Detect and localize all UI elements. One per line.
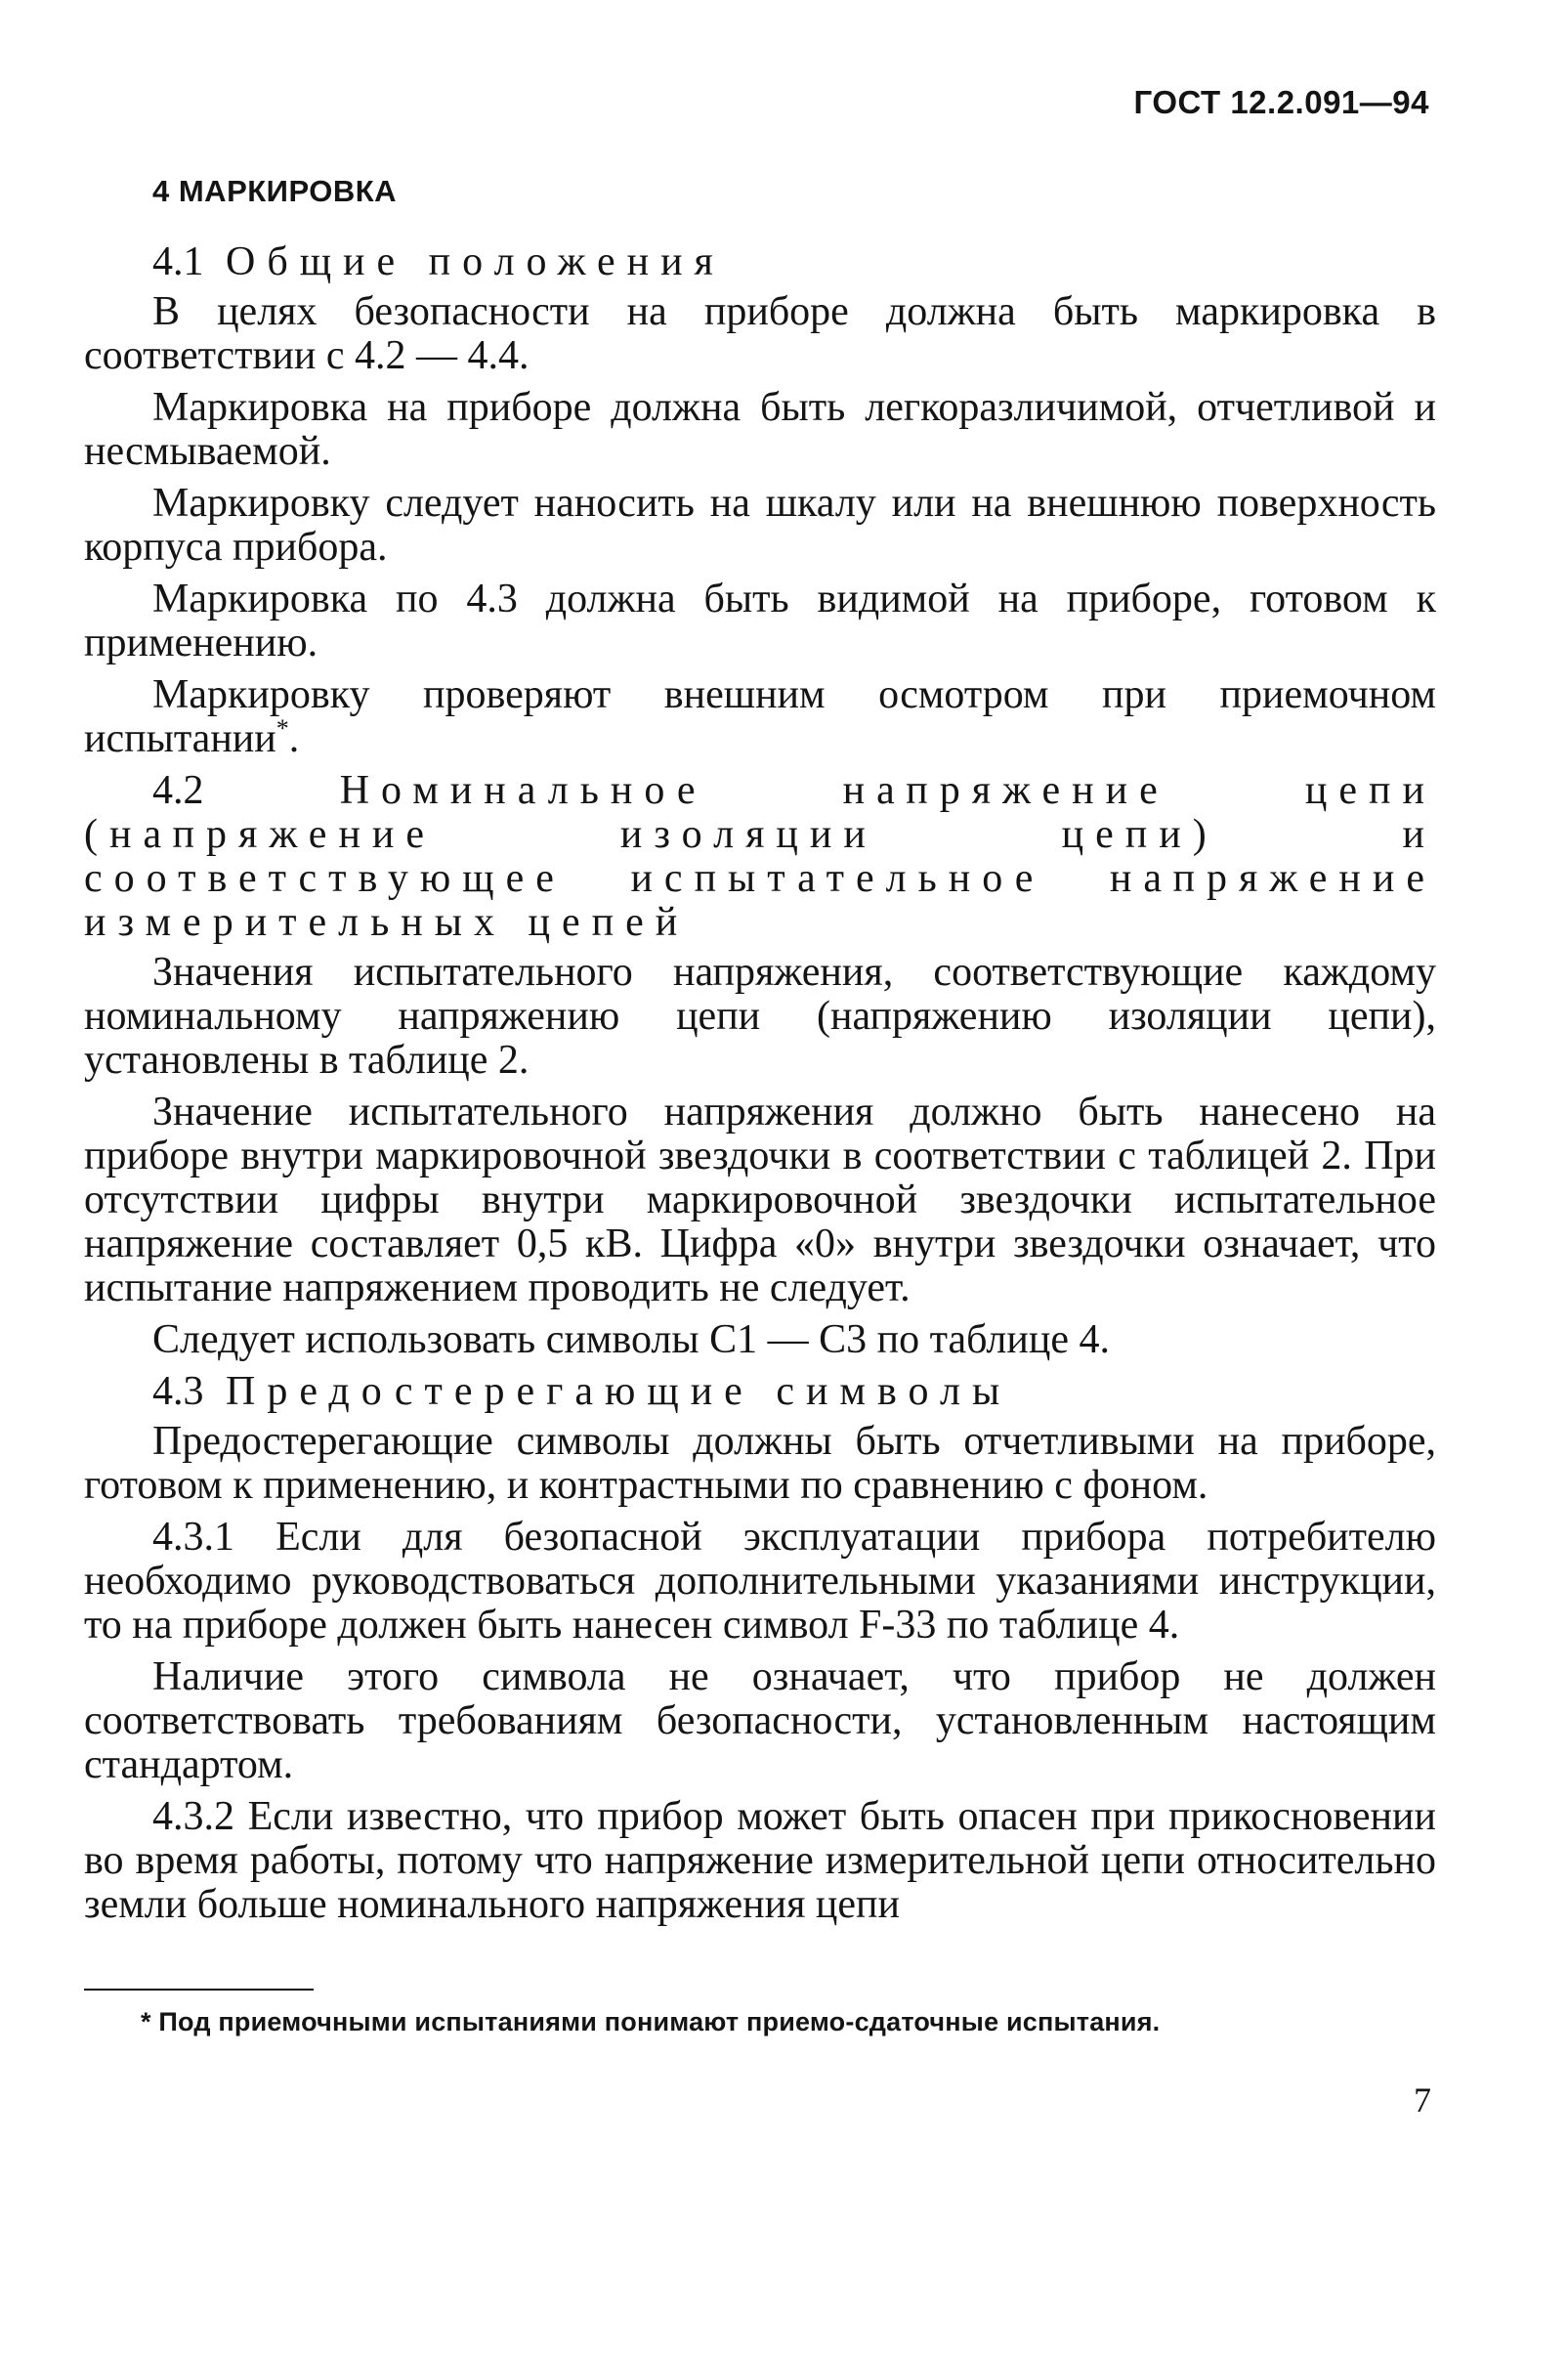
- paragraph: Значение испытательного напряжения должно быть нанесено на приборе внутри маркировочной звездочки в соответствии с таблицей 2. При отсутствии цифры внутри маркировочной звездочки испытательное напряжение составляет 0,5 кВ. Цифра «0» внутри звездочки означает, что испытание напряжением проводить не следует.: [84, 1090, 1436, 1310]
- subsection-title: Номинальное напряжение цепи (напряжение изоляции цепи) и соответствующее испытательное напряжение измерительных цепей: [84, 768, 1437, 945]
- subsection-heading-4-2: [84, 769, 1436, 945]
- paragraph: Следует использовать символы С1 — С3 по таблице 4.: [152, 1317, 1110, 1362]
- paragraph-with-footnote-ref: [84, 673, 1436, 761]
- paragraph: Маркировка по 4.3 должна быть видимой на приборе, готовом к применению.: [84, 577, 1436, 665]
- footnote: * Под приемочными испытаниями понимают приемо-сдаточные испытания.: [141, 2007, 1161, 2036]
- footnote-separator: [84, 1989, 314, 1991]
- paragraph: Маркировку следует наносить на шкалу или на внешнюю поверхность корпуса прибора.: [84, 481, 1436, 570]
- page-number: 7: [1414, 2080, 1431, 2120]
- paragraph: Маркировка на приборе должна быть легкоразличимой, отчетливой и несмываемой.: [84, 385, 1436, 474]
- paragraph: 4.3.1 Если для безопасной эксплуатации прибора потребителю необходимо руководствоваться дополнительными указаниями инструкции, то на приборе должен быть нанесен символ F-33 по таблице 4.: [84, 1515, 1436, 1648]
- paragraph: Значения испытательного напряжения, соответствующие каждому номинальному напряжению цепи (напряжению изоляции цепи), установлены в таблице 2.: [84, 950, 1436, 1083]
- standard-header: ГОСТ 12.2.091—94: [1133, 84, 1429, 120]
- paragraph-end: .: [288, 716, 300, 761]
- section-title: 4 МАРКИРОВКА: [152, 174, 398, 208]
- subsection-heading-4-1: [84, 240, 1436, 284]
- subsection-number: 4.1: [152, 239, 204, 284]
- paragraph: В целях безопасности на приборе должна быть маркировка в соответствии с 4.2 — 4.4.: [84, 289, 1436, 378]
- paragraph-text: Маркировку проверяют внешним осмотром при приемочном испытании: [84, 672, 1436, 761]
- subsection-title: Общие положения: [226, 239, 725, 284]
- subsection-number: 4.3: [152, 1369, 204, 1414]
- paragraph: Предостерегающие символы должны быть отчетливыми на приборе, готовом к применению, и контрастными по сравнению с фоном.: [84, 1419, 1436, 1508]
- subsection-number: 4.2: [152, 768, 204, 813]
- paragraph: Наличие этого символа не означает, что прибор не должен соответствовать требованиям безопасности, установленным настоящим стандартом.: [84, 1654, 1436, 1787]
- page-body: [84, 161, 1436, 1935]
- paragraph: 4.3.2 Если известно, что прибор может быть опасен при прикосновении во время работы, потому что напряжение измерительной цепи относительно земли больше номинального напряжения цепи: [84, 1794, 1436, 1927]
- footnote-reference: *: [275, 714, 289, 743]
- subsection-heading-4-3: [84, 1370, 1436, 1414]
- subsection-title: Предостерегающие символы: [226, 1369, 1012, 1414]
